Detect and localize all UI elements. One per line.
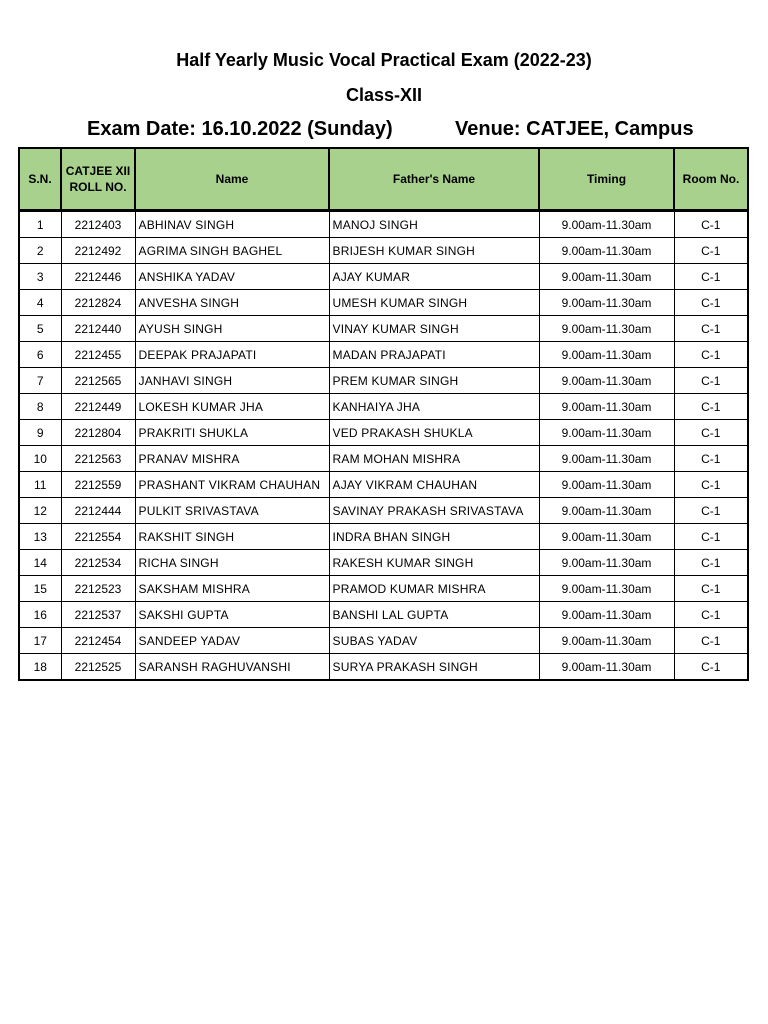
cell-room-no: C-1 bbox=[674, 238, 748, 264]
column-header-sn: S.N. bbox=[19, 148, 61, 211]
cell-roll-no: 2212824 bbox=[61, 290, 135, 316]
cell-timing: 9.00am-11.30am bbox=[539, 211, 674, 238]
cell-father-name: MANOJ SINGH bbox=[329, 211, 539, 238]
cell-name: PRASHANT VIKRAM CHAUHAN bbox=[135, 472, 329, 498]
cell-roll-no: 2212446 bbox=[61, 264, 135, 290]
cell-father-name: AJAY KUMAR bbox=[329, 264, 539, 290]
cell-father-name: SAVINAY PRAKASH SRIVASTAVA bbox=[329, 498, 539, 524]
cell-father-name: UMESH KUMAR SINGH bbox=[329, 290, 539, 316]
cell-roll-no: 2212525 bbox=[61, 654, 135, 681]
cell-name: ANVESHA SINGH bbox=[135, 290, 329, 316]
cell-sn: 11 bbox=[19, 472, 61, 498]
cell-sn: 2 bbox=[19, 238, 61, 264]
cell-roll-no: 2212534 bbox=[61, 550, 135, 576]
cell-roll-no: 2212523 bbox=[61, 576, 135, 602]
cell-room-no: C-1 bbox=[674, 628, 748, 654]
cell-sn: 16 bbox=[19, 602, 61, 628]
cell-room-no: C-1 bbox=[674, 316, 748, 342]
cell-timing: 9.00am-11.30am bbox=[539, 628, 674, 654]
exam-date: Exam Date: 16.10.2022 (Sunday) bbox=[87, 118, 393, 140]
cell-timing: 9.00am-11.30am bbox=[539, 602, 674, 628]
cell-roll-no: 2212440 bbox=[61, 316, 135, 342]
cell-name: RAKSHIT SINGH bbox=[135, 524, 329, 550]
cell-roll-no: 2212455 bbox=[61, 342, 135, 368]
cell-timing: 9.00am-11.30am bbox=[539, 238, 674, 264]
table-row bbox=[19, 290, 748, 316]
class-heading: Class-XII bbox=[345, 85, 423, 105]
cell-timing: 9.00am-11.30am bbox=[539, 394, 674, 420]
cell-sn: 8 bbox=[19, 394, 61, 420]
exam-venue: Venue: CATJEE, Campus bbox=[455, 118, 694, 140]
cell-timing: 9.00am-11.30am bbox=[539, 498, 674, 524]
cell-sn: 4 bbox=[19, 290, 61, 316]
cell-name: AGRIMA SINGH BAGHEL bbox=[135, 238, 329, 264]
cell-sn: 12 bbox=[19, 498, 61, 524]
table-row bbox=[19, 498, 748, 524]
cell-room-no: C-1 bbox=[674, 394, 748, 420]
cell-roll-no: 2212565 bbox=[61, 368, 135, 394]
cell-sn: 10 bbox=[19, 446, 61, 472]
cell-roll-no: 2212454 bbox=[61, 628, 135, 654]
table-row bbox=[19, 394, 748, 420]
cell-father-name: AJAY VIKRAM CHAUHAN bbox=[329, 472, 539, 498]
cell-sn: 13 bbox=[19, 524, 61, 550]
cell-name: JANHAVI SINGH bbox=[135, 368, 329, 394]
cell-room-no: C-1 bbox=[674, 498, 748, 524]
cell-timing: 9.00am-11.30am bbox=[539, 420, 674, 446]
cell-father-name: RAM MOHAN MISHRA bbox=[329, 446, 539, 472]
cell-timing: 9.00am-11.30am bbox=[539, 472, 674, 498]
column-header-timing: Timing bbox=[539, 148, 674, 211]
cell-father-name: VED PRAKASH SHUKLA bbox=[329, 420, 539, 446]
cell-name: PULKIT SRIVASTAVA bbox=[135, 498, 329, 524]
table-row bbox=[19, 342, 748, 368]
cell-timing: 9.00am-11.30am bbox=[539, 524, 674, 550]
cell-sn: 15 bbox=[19, 576, 61, 602]
cell-roll-no: 2212449 bbox=[61, 394, 135, 420]
cell-name: ABHINAV SINGH bbox=[135, 211, 329, 238]
cell-room-no: C-1 bbox=[674, 211, 748, 238]
cell-room-no: C-1 bbox=[674, 524, 748, 550]
cell-roll-no: 2212563 bbox=[61, 446, 135, 472]
table-row bbox=[19, 264, 748, 290]
cell-name: SARANSH RAGHUVANSHI bbox=[135, 654, 329, 681]
cell-roll-no: 2212492 bbox=[61, 238, 135, 264]
column-header-father-name: Father's Name bbox=[329, 148, 539, 211]
cell-father-name: BANSHI LAL GUPTA bbox=[329, 602, 539, 628]
cell-father-name: BRIJESH KUMAR SINGH bbox=[329, 238, 539, 264]
cell-timing: 9.00am-11.30am bbox=[539, 550, 674, 576]
column-header-roll-no bbox=[61, 148, 135, 211]
cell-roll-no: 2212559 bbox=[61, 472, 135, 498]
cell-father-name: PREM KUMAR SINGH bbox=[329, 368, 539, 394]
cell-sn: 3 bbox=[19, 264, 61, 290]
column-header-room-no: Room No. bbox=[674, 148, 748, 211]
cell-name: LOKESH KUMAR JHA bbox=[135, 394, 329, 420]
cell-name: SAKSHAM MISHRA bbox=[135, 576, 329, 602]
cell-room-no: C-1 bbox=[674, 602, 748, 628]
cell-sn: 7 bbox=[19, 368, 61, 394]
cell-room-no: C-1 bbox=[674, 264, 748, 290]
table-header-row bbox=[19, 148, 748, 211]
cell-timing: 9.00am-11.30am bbox=[539, 368, 674, 394]
cell-timing: 9.00am-11.30am bbox=[539, 264, 674, 290]
roll-header-line2: ROLL NO. bbox=[69, 180, 127, 194]
cell-father-name: PRAMOD KUMAR MISHRA bbox=[329, 576, 539, 602]
column-header-name: Name bbox=[135, 148, 329, 211]
table-row bbox=[19, 446, 748, 472]
table-row bbox=[19, 550, 748, 576]
cell-name: PRAKRITI SHUKLA bbox=[135, 420, 329, 446]
cell-roll-no: 2212403 bbox=[61, 211, 135, 238]
cell-name: SAKSHI GUPTA bbox=[135, 602, 329, 628]
cell-father-name: MADAN PRAJAPATI bbox=[329, 342, 539, 368]
cell-timing: 9.00am-11.30am bbox=[539, 654, 674, 681]
cell-room-no: C-1 bbox=[674, 368, 748, 394]
cell-room-no: C-1 bbox=[674, 446, 748, 472]
cell-sn: 18 bbox=[19, 654, 61, 681]
table-row bbox=[19, 211, 748, 238]
cell-room-no: C-1 bbox=[674, 550, 748, 576]
cell-father-name: SURYA PRAKASH SINGH bbox=[329, 654, 539, 681]
cell-timing: 9.00am-11.30am bbox=[539, 446, 674, 472]
table-row bbox=[19, 524, 748, 550]
cell-name: DEEPAK PRAJAPATI bbox=[135, 342, 329, 368]
cell-room-no: C-1 bbox=[674, 654, 748, 681]
cell-roll-no: 2212804 bbox=[61, 420, 135, 446]
cell-name: SANDEEP YADAV bbox=[135, 628, 329, 654]
cell-sn: 9 bbox=[19, 420, 61, 446]
document-title: Half Yearly Music Vocal Practical Exam (2022-23) bbox=[176, 50, 592, 70]
cell-room-no: C-1 bbox=[674, 290, 748, 316]
cell-roll-no: 2212554 bbox=[61, 524, 135, 550]
cell-roll-no: 2212537 bbox=[61, 602, 135, 628]
cell-father-name: KANHAIYA JHA bbox=[329, 394, 539, 420]
cell-room-no: C-1 bbox=[674, 576, 748, 602]
cell-timing: 9.00am-11.30am bbox=[539, 342, 674, 368]
cell-timing: 9.00am-11.30am bbox=[539, 576, 674, 602]
table-row bbox=[19, 576, 748, 602]
cell-room-no: C-1 bbox=[674, 342, 748, 368]
cell-father-name: INDRA BHAN SINGH bbox=[329, 524, 539, 550]
table-row bbox=[19, 628, 748, 654]
cell-name: AYUSH SINGH bbox=[135, 316, 329, 342]
cell-room-no: C-1 bbox=[674, 420, 748, 446]
cell-timing: 9.00am-11.30am bbox=[539, 290, 674, 316]
cell-sn: 5 bbox=[19, 316, 61, 342]
cell-timing: 9.00am-11.30am bbox=[539, 316, 674, 342]
roll-header-line1: CATJEE XII bbox=[65, 164, 131, 178]
cell-name: ANSHIKA YADAV bbox=[135, 264, 329, 290]
cell-father-name: VINAY KUMAR SINGH bbox=[329, 316, 539, 342]
cell-sn: 14 bbox=[19, 550, 61, 576]
exam-schedule-table bbox=[18, 147, 749, 681]
table-row bbox=[19, 368, 748, 394]
cell-sn: 17 bbox=[19, 628, 61, 654]
cell-name: RICHA SINGH bbox=[135, 550, 329, 576]
table-row bbox=[19, 602, 748, 628]
cell-roll-no: 2212444 bbox=[61, 498, 135, 524]
cell-sn: 6 bbox=[19, 342, 61, 368]
table-row bbox=[19, 420, 748, 446]
cell-sn: 1 bbox=[19, 211, 61, 238]
table-row bbox=[19, 472, 748, 498]
cell-room-no: C-1 bbox=[674, 472, 748, 498]
cell-father-name: SUBAS YADAV bbox=[329, 628, 539, 654]
cell-father-name: RAKESH KUMAR SINGH bbox=[329, 550, 539, 576]
table-row bbox=[19, 316, 748, 342]
table-row bbox=[19, 654, 748, 681]
cell-name: PRANAV MISHRA bbox=[135, 446, 329, 472]
table-row bbox=[19, 238, 748, 264]
